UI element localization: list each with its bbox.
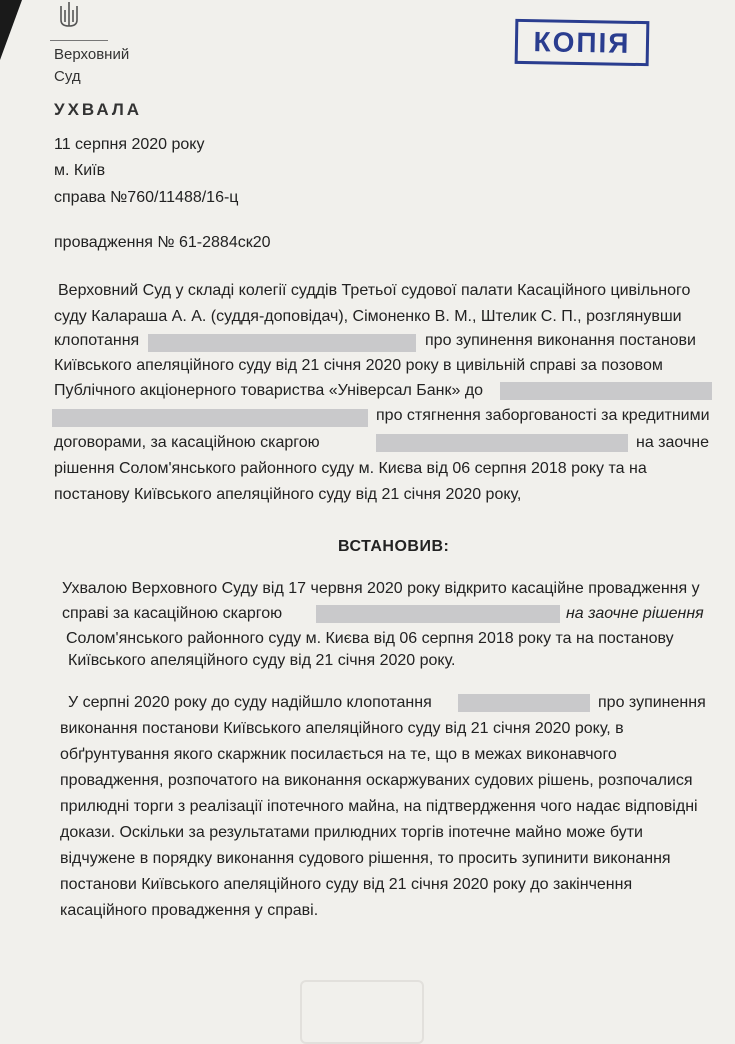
para2-line-6: докази. Оскільки за результатами прилюдних торгів іпотечне майно може бути <box>60 824 643 841</box>
copy-stamp: КОПІЯ <box>515 19 650 66</box>
para2-line-5: прилюдні торги з реалізації іпотечного майна, на підтвердження чого надає відповідні <box>60 798 698 815</box>
para2-line-2: виконання постанови Київського апеляційного суду від 21 січня 2020 року, в <box>60 720 624 737</box>
para2-line-7: відчужене в порядку виконання судового рішення, то просить зупинити виконання <box>60 850 671 867</box>
para2-line-3: обґрунтування якого скаржник посилається на те, що в межах виконавчого <box>60 746 617 763</box>
redaction-bar <box>316 605 560 623</box>
document-date: 11 серпня 2020 року <box>54 136 205 153</box>
para1-line-2a: справі за касаційною скаргою <box>62 605 283 622</box>
intro-line-5: Публічного акціонерного товариства «Універсал Банк» до <box>54 382 484 399</box>
document-title: УХВАЛА <box>54 100 143 119</box>
section-heading: ВСТАНОВИВ: <box>338 538 450 555</box>
para1-line-1: Ухвалою Верховного Суду від 17 червня 2020 року відкрито касаційне провадження у <box>62 580 700 597</box>
intro-line-9: постанову Київського апеляційного суду від 21 січня 2020 року, <box>54 486 522 503</box>
para1-line-3: Солом'янського районного суду м. Києва від 06 серпня 2018 року та на постанову <box>66 630 674 647</box>
redaction-bar <box>52 409 368 427</box>
para1-line-4: Київського апеляційного суду від 21 січня 2020 року. <box>68 652 456 669</box>
para2-line-4: провадження, розпочатого на виконання оскаржуваних судових рішень, розпочалися <box>60 772 693 789</box>
intro-line-6: про стягнення заборгованості за кредитними <box>376 407 710 424</box>
para2-line-1a: У серпні 2020 року до суду надійшло клопотання <box>68 694 432 711</box>
case-number: справа №760/11488/16-ц <box>54 189 239 206</box>
proceeding-number: провадження № 61-2884ск20 <box>54 234 271 251</box>
intro-line-8: рішення Солом'янського районного суду м. Києва від 06 серпня 2018 року та на <box>54 460 647 477</box>
intro-line-1: Верховний Суд у складі колегії суддів Третьої судової палати Касаційного цивільного <box>58 282 691 299</box>
intro-line-3b: про зупинення виконання постанови <box>425 332 696 349</box>
para2-line-9: касаційного провадження у справі. <box>60 902 319 919</box>
para2-line-1b: про зупинення <box>598 694 706 711</box>
court-name-line2: Суд <box>54 68 81 85</box>
intro-line-7b: на заочне <box>636 434 710 451</box>
para1-line-2b: на заочне рішення <box>566 605 704 622</box>
intro-line-7a: договорами, за касаційною скаргою <box>54 434 320 451</box>
intro-line-2: суду Калараша А. А. (суддя-доповідач), Сімоненко В. М., Штелик С. П., розглянувши <box>54 308 682 325</box>
redaction-bar <box>458 694 590 712</box>
intro-line-3a: клопотання <box>54 332 140 349</box>
page-shadow <box>0 0 22 60</box>
trident-emblem-icon <box>55 0 83 30</box>
redaction-bar <box>500 382 712 400</box>
redaction-bar <box>148 334 416 352</box>
intro-line-4: Київського апеляційного суду від 21 січня 2020 року в цивільній справі за позовом <box>54 357 663 374</box>
court-name-line1: Верховний <box>54 46 130 63</box>
emblem-divider <box>50 40 108 41</box>
document-city: м. Київ <box>54 162 106 179</box>
para2-line-8: постанови Київського апеляційного суду від 21 січня 2020 року до закінчення <box>60 876 633 893</box>
faint-stamp-mark <box>300 980 424 1044</box>
redaction-bar <box>376 434 628 452</box>
